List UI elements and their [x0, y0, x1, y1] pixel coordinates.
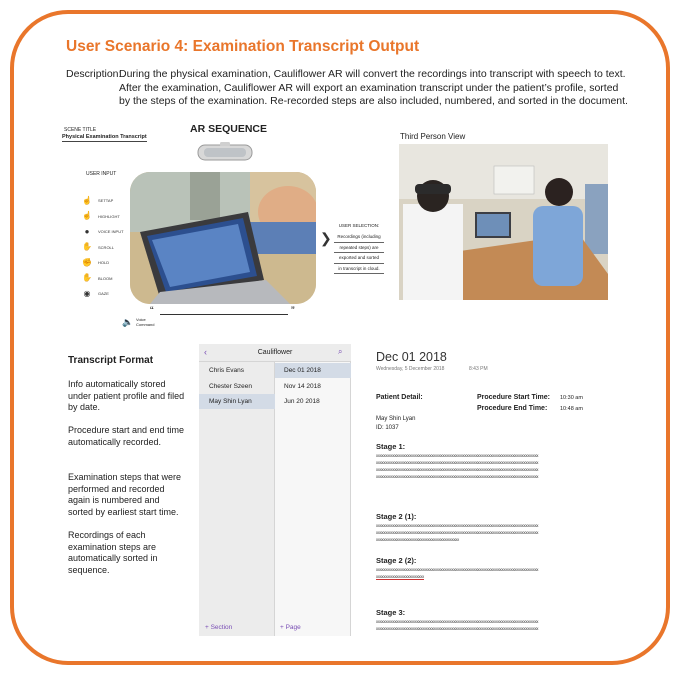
page-title: User Scenario 4: Examination Transcript Output	[66, 38, 420, 55]
note-time: 8:43 PM	[469, 366, 488, 372]
note-title: Dec 01 2018	[376, 350, 447, 364]
transcript-line: xxxxxxxxxxxxxxxxxxxxxxxxxxxxxxxxxxxxxxxxxxxxxxxxxxxxxxxxxxxxxxxxxxxxxxxxxxxxxxxxxxxxxxxx	[376, 619, 539, 624]
note-page	[352, 344, 617, 636]
user-selection-label: USER SELECTION:	[338, 223, 380, 228]
description-text: During the physical examination, Cauliflower AR will convert the recordings into transcript with speech to text. After the examination, Cauliflower AR will export an examination transcript under the patient’s profile, sorted by the steps of the examination. Re-recorded steps are also included, numbered, and sorted in the document.	[119, 68, 628, 107]
input-row-gaze	[82, 286, 124, 302]
transcript-format-title: Transcript Format	[68, 355, 154, 366]
search-icon[interactable]: ⌕	[338, 347, 343, 356]
transcript-line: xxxxxxxxxxxxxxxxxxxxxxxxxx	[376, 574, 424, 579]
third-person-view-label: Third Person View	[400, 132, 466, 141]
transcript-line: xxxxxxxxxxxxxxxxxxxxxxxxxxxxxxxxxxxxxxxxxxxxxxxxxxxxxxxxxxxxxxxxxxxxxxxxxxxxxxxxxxxxxxxx	[376, 626, 539, 631]
description-label: Description:	[66, 68, 122, 80]
input-row-highlight	[82, 209, 124, 225]
patient-name: May Shin Lyan	[376, 416, 416, 422]
procedure-end-value: 10:48 am	[560, 406, 583, 412]
chevron-left-icon[interactable]: ‹	[204, 347, 207, 357]
section-item-chester-szeen[interactable]: Chester Szeen	[209, 383, 252, 390]
page-item-jun-20-2018[interactable]: Jun 20 2018	[284, 398, 320, 405]
transcript-format-paragraph: Examination steps that were performed and recorded again is numbered and sorted by earliest start time.	[68, 472, 182, 517]
transcript-line: xxxxxxxxxxxxxxxxxxxxxxxxxxxxxxxxxxxxxxxxxxxxx	[376, 537, 459, 542]
quote-open: “	[150, 305, 154, 317]
user-input-label: USER INPUT	[86, 171, 117, 177]
notebook-name: Cauliflower	[257, 349, 293, 356]
scene-title: Physical Examination Transcript	[62, 134, 147, 140]
input-label: SETTAP	[98, 198, 114, 204]
scroll-hand-icon: ✋	[82, 242, 92, 252]
eye-icon: ◉	[83, 288, 91, 298]
notes-app-window	[199, 344, 617, 636]
user-selection-line: in transcript in cloud.	[334, 264, 384, 275]
microphone-icon: ●	[84, 226, 90, 236]
chevron-right-icon: ❯	[320, 230, 332, 246]
voice-command-label	[136, 317, 154, 327]
section-item-may-shin-lyan[interactable]: May Shin Lyan	[199, 394, 275, 409]
transcript-line: xxxxxxxxxxxxxxxxxxxxxxxxxxxxxxxxxxxxxxxxxxxxxxxxxxxxxxxxxxxxxxxxxxxxxxxxxxxxxxxxxxxxxxxx	[376, 467, 539, 472]
page-item-nov-14-2018[interactable]: Nov 14 2018	[284, 383, 321, 390]
procedure-start-value: 10:30 am	[560, 395, 583, 401]
transcript-format-paragraph: Recordings of each examination steps are automatically sorted in sequence.	[68, 530, 158, 575]
scene-title-label: SCENE TITLE	[64, 127, 97, 133]
user-selection-line: repeated steps) are	[334, 243, 384, 254]
procedure-start-label: Procedure Start Time:	[477, 394, 551, 401]
transcript-format-paragraph: Procedure start and end time automatically recorded.	[68, 425, 185, 447]
input-label: HOLD	[98, 260, 110, 266]
voice-label-line: Voice	[136, 317, 146, 322]
notebook-header	[199, 344, 351, 362]
ar-sequence-title: AR SEQUENCE	[190, 123, 268, 135]
page-item-dec-01-2018[interactable]: Dec 01 2018	[275, 363, 351, 378]
stage-title: Stage 1:	[376, 442, 406, 451]
voice-label-line: Command	[136, 322, 155, 327]
third-person-view-photo	[399, 144, 608, 300]
user-selection-box	[334, 223, 384, 274]
stage-title: Stage 2 (1):	[376, 512, 417, 521]
patient-id: ID: 1037	[376, 425, 399, 431]
voice-command-line	[160, 314, 288, 315]
input-row-scroll	[82, 240, 124, 256]
input-row-hold	[82, 255, 124, 271]
input-row-settap	[82, 193, 124, 209]
note-date-line: Wednesday, 5 December 2018	[376, 366, 445, 372]
user-selection-line: Recordings (including	[334, 232, 384, 243]
transcript-line: xxxxxxxxxxxxxxxxxxxxxxxxxxxxxxxxxxxxxxxxxxxxxxxxxxxxxxxxxxxxxxxxxxxxxxxxxxxxxxxxxxxxxxxx	[376, 460, 539, 465]
point-hand-icon: ☝	[82, 211, 92, 221]
user-selection-text	[334, 232, 384, 274]
input-label: SCROLL	[98, 244, 115, 250]
stage-title: Stage 2 (2):	[376, 556, 417, 565]
hold-hand-icon: ✊	[82, 257, 92, 267]
quote-close: ”	[291, 305, 295, 317]
bloom-hand-icon: ✋	[82, 273, 92, 283]
user-selection-line: exported and sorted	[334, 253, 384, 264]
ar-view-photo	[130, 172, 316, 304]
input-row-voice	[82, 224, 124, 240]
speaker-icon: 🔈	[122, 317, 134, 327]
ar-headset-icon	[196, 140, 254, 164]
add-page-button[interactable]: + Page	[280, 624, 301, 631]
transcript-line: xxxxxxxxxxxxxxxxxxxxxxxxxxxxxxxxxxxxxxxxxxxxxxxxxxxxxxxxxxxxxxxxxxxxxxxxxxxxxxxxxxxxxxxx	[376, 523, 539, 528]
user-input-list	[82, 193, 124, 302]
transcript-line: xxxxxxxxxxxxxxxxxxxxxxxxxxxxxxxxxxxxxxxxxxxxxxxxxxxxxxxxxxxxxxxxxxxxxxxxxxxxxxxxxxxxxxxx	[376, 530, 539, 535]
section-item-chris-evans[interactable]: Chris Evans	[209, 367, 245, 374]
input-row-bloom	[82, 271, 124, 287]
add-section-button[interactable]: + Section	[205, 624, 233, 631]
transcript-line: xxxxxxxxxxxxxxxxxxxxxxxxxxxxxxxxxxxxxxxxxxxxxxxxxxxxxxxxxxxxxxxxxxxxxxxxxxxxxxxxxxxxxxxx	[376, 567, 539, 572]
input-label: BLOOM	[98, 275, 113, 281]
input-label: VOICE INPUT	[98, 229, 124, 235]
transcript-format-paragraph: Info automatically stored under patient profile and filed by date.	[68, 379, 185, 412]
input-label: HIGHLIGHT	[98, 213, 120, 219]
transcript-line: xxxxxxxxxxxxxxxxxxxxxxxxxxxxxxxxxxxxxxxxxxxxxxxxxxxxxxxxxxxxxxxxxxxxxxxxxxxxxxxxxxxxxxxx	[376, 453, 539, 458]
stage-title: Stage 3:	[376, 608, 406, 617]
tap-hand-icon: ☝	[82, 195, 92, 205]
input-label: GAZE	[98, 291, 109, 297]
transcript-line: xxxxxxxxxxxxxxxxxxxxxxxxxxxxxxxxxxxxxxxxxxxxxxxxxxxxxxxxxxxxxxxxxxxxxxxxxxxxxxxxxxxxxxxx	[376, 474, 539, 479]
patient-detail-label: Patient Detail:	[376, 394, 423, 401]
procedure-end-label: Procedure End Time:	[477, 405, 548, 412]
